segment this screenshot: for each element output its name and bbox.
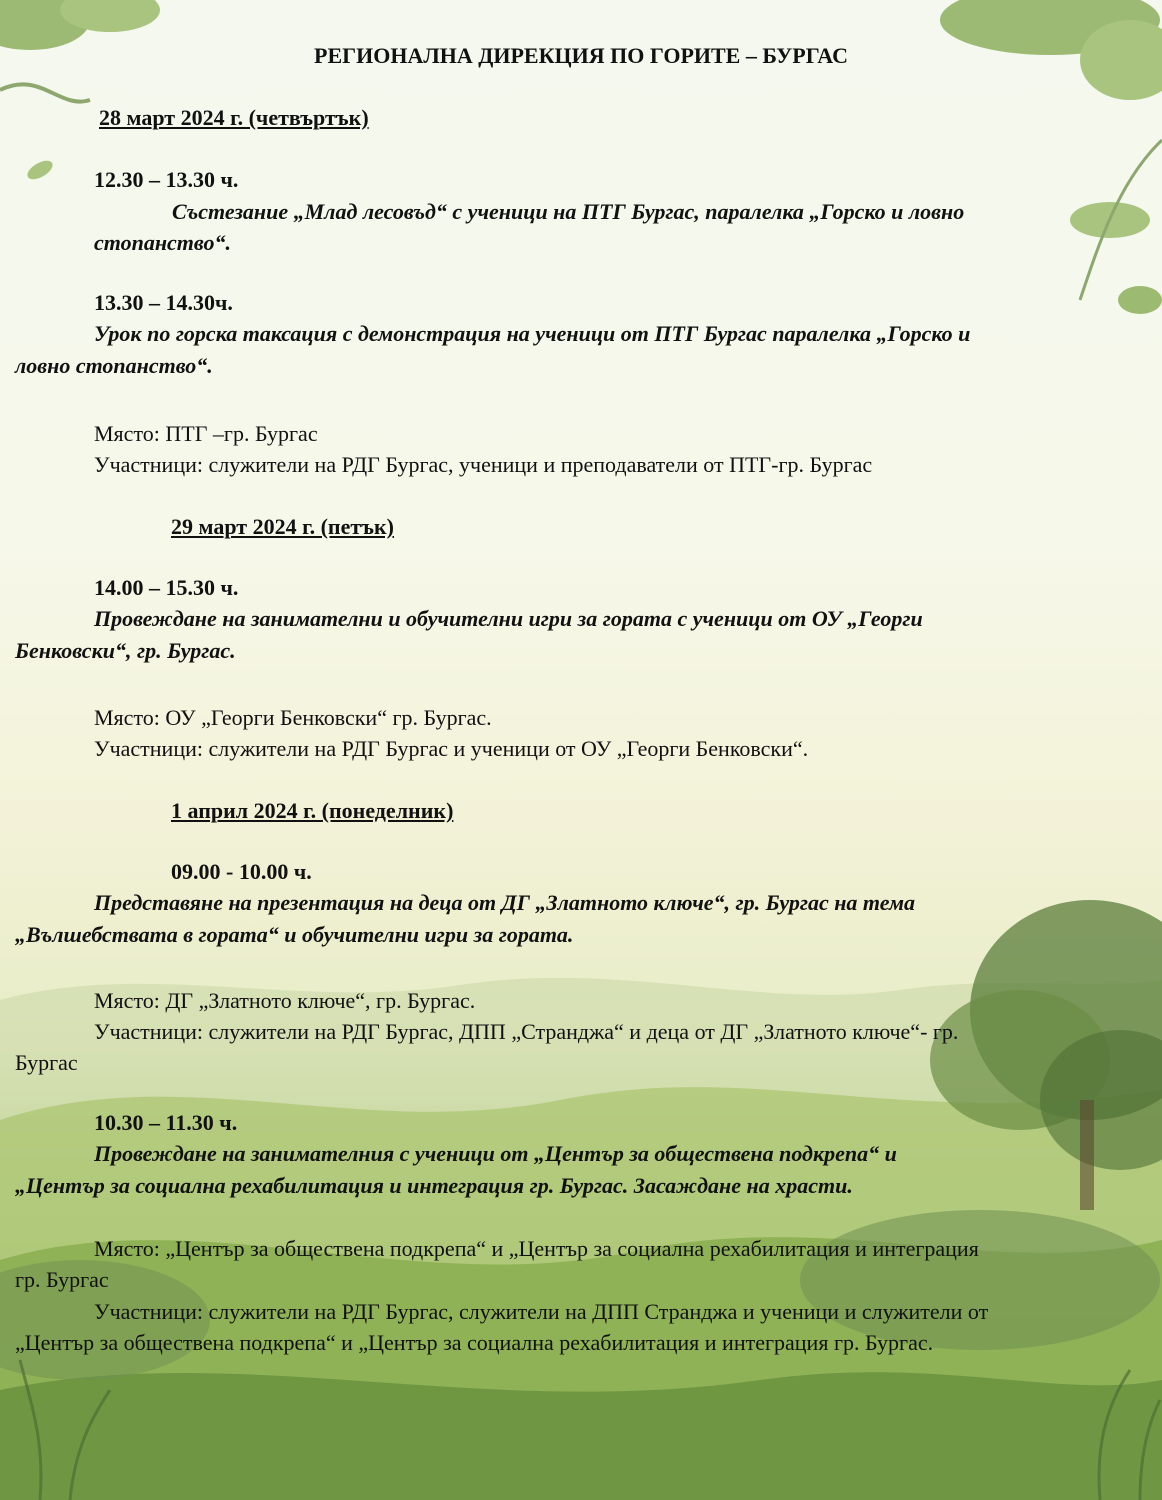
day-date: 1 април 2024 г. (понеделник) (171, 798, 454, 823)
page-title: РЕГИОНАЛНА ДИРЕКЦИЯ ПО ГОРИТЕ – БУРГАС (314, 43, 848, 68)
event-description: стопанство“. (94, 230, 231, 255)
event-place: Място: „Център за обществена подкрепа“ и „Център за социална рехабилитация и интеграция (94, 1236, 979, 1261)
day-date: 28 март 2024 г. (четвъртък) (99, 105, 369, 130)
event-description: Бенковски“, гр. Бургас. (15, 638, 236, 663)
event-description: Състезание „Млад лесовъд“ с ученици на ПТГ Бургас, паралелка „Горско и ловно (172, 199, 965, 224)
event-description: Представяне на презентация на деца от ДГ „Златното ключе“, гр. Бургас на тема (94, 890, 916, 915)
event-time: 10.30 – 11.30 ч. (94, 1110, 238, 1135)
event-description: Провеждане на занимателния с ученици от „Център за обществена подкрепа“ и (94, 1141, 897, 1166)
event-description: ловно стопанство“. (15, 353, 213, 378)
event-time: 14.00 – 15.30 ч. (94, 575, 239, 600)
event-time: 09.00 - 10.00 ч. (171, 859, 312, 884)
day-date: 29 март 2024 г. (петък) (171, 514, 394, 539)
event-time: 12.30 – 13.30 ч. (94, 167, 239, 192)
event-participants: Участници: служители на РДГ Бургас, ДПП „Странджа“ и деца от ДГ „Златното ключе“- гр. (94, 1019, 959, 1044)
event-participants: Участници: служители на РДГ Бургас, служители на ДПП Странджа и ученици и служители от (94, 1299, 989, 1324)
event-place: Място: ОУ „Георги Бенковски“ гр. Бургас. (94, 705, 492, 730)
event-place: Място: ПТГ –гр. Бургас (94, 421, 318, 446)
event-place: гр. Бургас (15, 1267, 109, 1292)
event-time: 13.30 – 14.30ч. (94, 290, 233, 315)
event-participants: „Център за обществена подкрепа“ и „Център за социална рехабилитация и интеграция гр. Бургас. (15, 1330, 934, 1355)
event-description: „Вълшебствата в гората“ и обучителни игри за гората. (15, 922, 574, 947)
event-participants: Бургас (15, 1050, 78, 1075)
event-participants: Участници: служители на РДГ Бургас, ученици и преподаватели от ПТГ-гр. Бургас (94, 452, 873, 477)
event-description: Урок по горска таксация с демонстрация на ученици от ПТГ Бургас паралелка „Горско и (94, 321, 971, 346)
event-place: Място: ДГ „Златното ключе“, гр. Бургас. (94, 988, 476, 1013)
event-participants: Участници: служители на РДГ Бургас и ученици от ОУ „Георги Бенковски“. (94, 736, 809, 761)
event-description: „Център за социална рехабилитация и интеграция гр. Бургас. Засаждане на храсти. (15, 1173, 853, 1198)
event-description: Провеждане на занимателни и обучителни игри за гората с ученици от ОУ „Георги (94, 606, 923, 631)
